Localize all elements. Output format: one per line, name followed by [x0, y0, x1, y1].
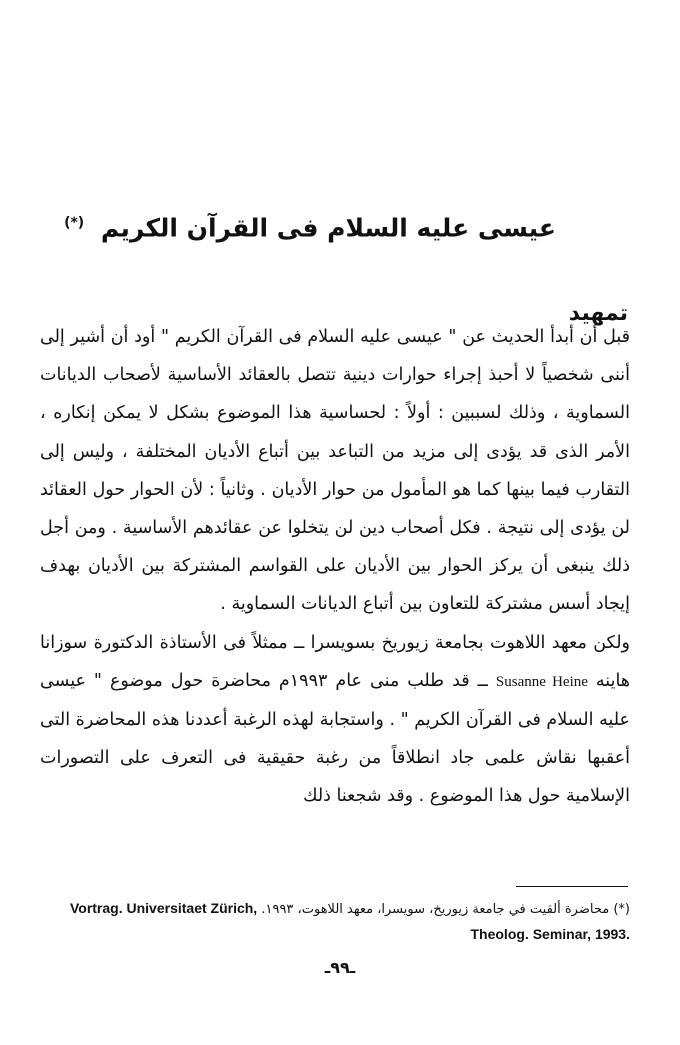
footnote-divider — [516, 886, 628, 887]
paragraph — [40, 624, 630, 816]
article-title — [60, 203, 560, 248]
latin-name: Susanne Heine — [495, 673, 588, 690]
footnote-latin-text: Vortrag. Universitaet Zürich, Theolog. Seminar, 1993. — [69, 900, 630, 942]
title-footnote-mark: (*) — [64, 214, 85, 231]
paragraph-text: ــ قد طلب منى عام ١٩٩٣م محاضرة حول موضوع " عيسى عليه السلام فى القرآن الكريم " . واستجابة لهذه الرغبة أعددنا هذه المحاضرة التى أعقبها نقاش علمى جاد انطلاقاً من رغبة حقيقية فى التعرف على التصورات الإسلامية حول هذا الموضوع . وقد شجعنا ذلك — [40, 670, 630, 807]
paragraph-text: قبل أن أبدأ الحديث عن " عيسى عليه السلام فى القرآن الكريم " أود أن أشير إلى أننى شخصياً لا أحبذ إجراء حوارات دينية تتصل بالعقائد الأساسية لأصحاب الديانات السماوية ، وذلك لسببين : أولاً : لحساسية هذا الموضوع بشكل لا يمكن إنكاره ، الأمر الذى قد يؤدى إلى مزيد من التباعد بين أتباع الأديان المختلفة ، وليس إلى التقارب فيما بينها كما هو المأمول من حوار الأديان . وثانياً : لأن الحوار حول العقائد لن يؤدى إلى نتيجة . فكل أصحاب دين لن يتخلوا عن عقائدهم الأساسية . ومن أجل ذلك ينبغى أن يركز الحوار بين الأديان على القواسم المشتركة بين الأديان بهدف إيجاد أسس مشتركة للتعاون بين أتباع الديانات السماوية . — [40, 327, 630, 615]
paragraph — [40, 318, 630, 624]
footnote-mark: (*) — [613, 902, 630, 917]
section-heading: تمهيد — [568, 301, 628, 327]
article-title-text: عيسى عليه السلام فى القرآن الكريم — [100, 213, 556, 243]
page-number: ـ٩٩ـ — [324, 958, 356, 977]
body-text — [40, 318, 630, 816]
footnote-text: محاضرة ألقيت في جامعة زيوريخ، سويسرا، معهد اللاهوت، ١٩٩٣. — [261, 902, 610, 917]
footnote — [38, 896, 630, 948]
paragraph-text: ولكن معهد اللاهوت بجامعة زيوريخ بسويسرا ــ ممثلاً فى الأستاذة الدكتورة سوزانا هاينه — [40, 632, 631, 691]
